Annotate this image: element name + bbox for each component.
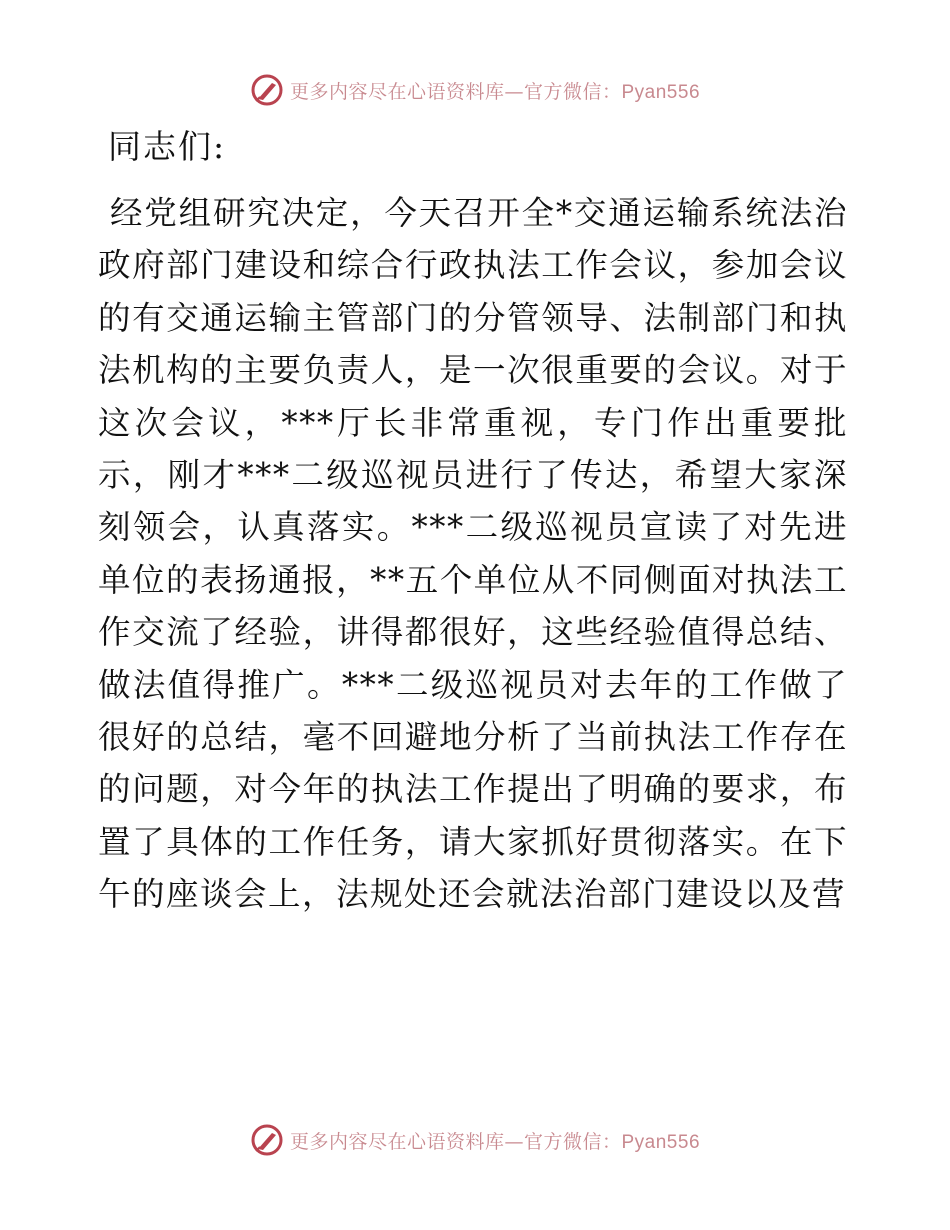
quill-pen-logo-icon: [250, 73, 284, 107]
greeting: 同志们:: [108, 127, 227, 166]
watermark-wechat-id: Pyan556: [621, 81, 701, 103]
quill-pen-logo-icon: [250, 1123, 284, 1157]
watermark-footer: [0, 1120, 950, 1160]
watermark-label: 更多内容尽在心语资料库—官方微信：: [289, 1130, 622, 1153]
watermark-label: 更多内容尽在心语资料库—官方微信：: [289, 80, 622, 103]
watermark-header: [0, 70, 950, 110]
watermark-text: [290, 77, 700, 104]
document-body: [98, 118, 858, 921]
body-paragraph: 经党组研究决定，今天召开全*交通运输系统法治政府部门建设和综合行政执法工作会议，参加会议的有交通运输主管部门的分管领导、法制部门和执法机构的主要负责人，是一次很重要的会议。对于这次会议，***厅长非常重视，专门作出重要批示，刚才***二级巡视员进行了传达，希望大家深刻领会，认真落实。***二级巡视员宣读了对先进单位的表扬通报，**五个单位从不同侧面对执法工作交流了经验，讲得都很好，这些经验值得总结、做法值得推广。***二级巡视员对去年的工作做了很好的总结，毫不回避地分析了当前执法工作存在的问题，对今年的执法工作提出了明确的要求，布置了具体的工作任务，请大家抓好贯彻落实。在下午的座谈会上，法规处还会就法治部门建设以及营: [98, 194, 848, 914]
watermark-wechat-id: Pyan556: [621, 1131, 701, 1153]
watermark-text: [290, 1127, 700, 1154]
